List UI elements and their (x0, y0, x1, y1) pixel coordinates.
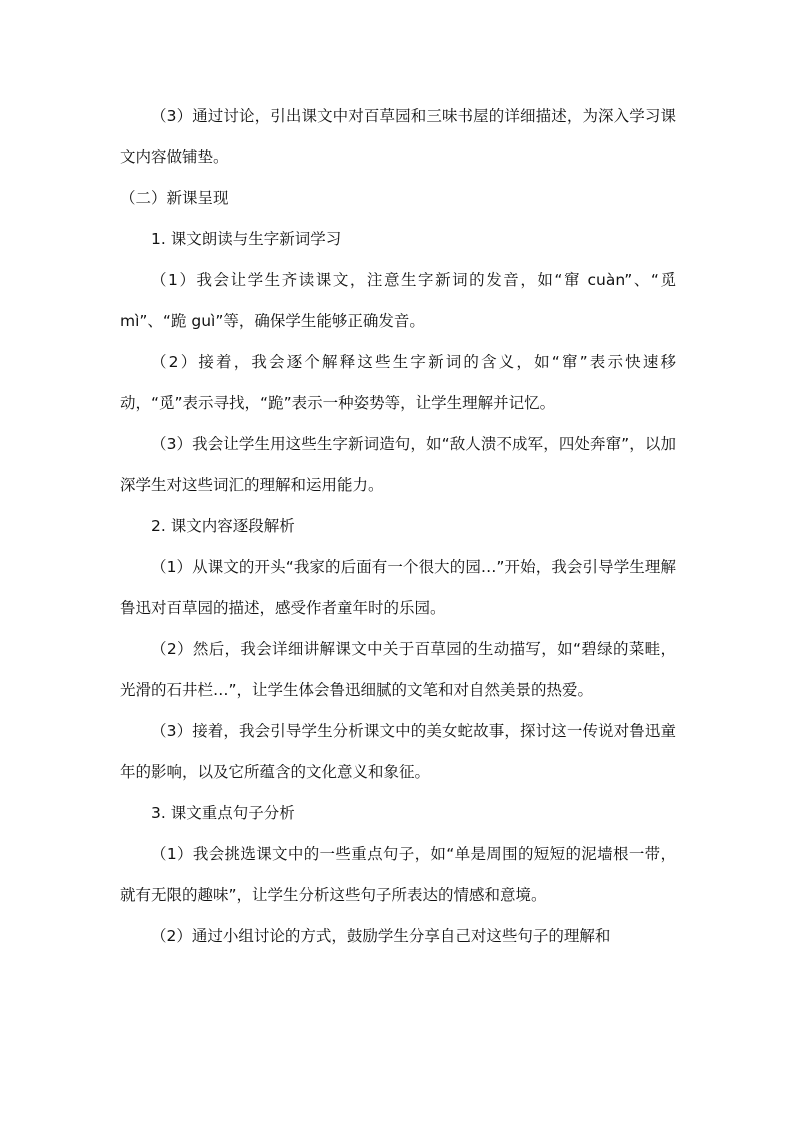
paragraph-read-aloud: （1）我会让学生齐读课文，注意生字新词的发音，如“窜 cuàn”、“觅 mì”、“跪 guì”等，确保学生能够正确发音。 (120, 271, 676, 330)
paragraph-group-discussion: （2）通过小组讨论的方式，鼓励学生分享自己对这些句子的理解和 (151, 927, 611, 945)
document-body (120, 96, 676, 957)
paragraph-opening-analysis: （1）从课文的开头“我家的后面有一个很大的园…”开始，我会引导学生理解鲁迅对百草园的描述，感受作者童年时的乐园。 (120, 558, 676, 617)
paragraph-select-sentences: （1）我会挑选课文中的一些重点句子，如“单是周围的短短的泥墙根一带，就有无限的趣味”，让学生分析这些句子所表达的情感和意境。 (120, 845, 676, 904)
paragraph-make-sentences: （3）我会让学生用这些生字新词造句，如“敌人溃不成军，四处奔窜”，以加深学生对这些词汇的理解和运用能力。 (120, 435, 676, 494)
paragraph-discussion-intro: （3）通过讨论，引出课文中对百草园和三味书屋的详细描述，为深入学习课文内容做铺垫。 (120, 107, 676, 166)
paragraph-explain-words: （2）接着，我会逐个解释这些生字新词的含义，如“窜”表示快速移动，“觅”表示寻找，“跪”表示一种姿势等，让学生理解并记忆。 (120, 353, 676, 412)
section-heading-new-lesson: （二）新课呈现 (120, 189, 229, 207)
subheading-key-sentences: 3. 课文重点句子分析 (151, 804, 295, 822)
paragraph-garden-description: （2）然后，我会详细讲解课文中关于百草园的生动描写，如“碧绿的菜畦，光滑的石井栏…”，让学生体会鲁迅细腻的文笔和对自然美景的热爱。 (120, 640, 676, 699)
subheading-content-analysis: 2. 课文内容逐段解析 (151, 517, 295, 535)
subheading-reading-vocabulary: 1. 课文朗读与生字新词学习 (151, 230, 342, 248)
paragraph-snake-story: （3）接着，我会引导学生分析课文中的美女蛇故事，探讨这一传说对鲁迅童年的影响，以及它所蕴含的文化意义和象征。 (120, 722, 676, 781)
